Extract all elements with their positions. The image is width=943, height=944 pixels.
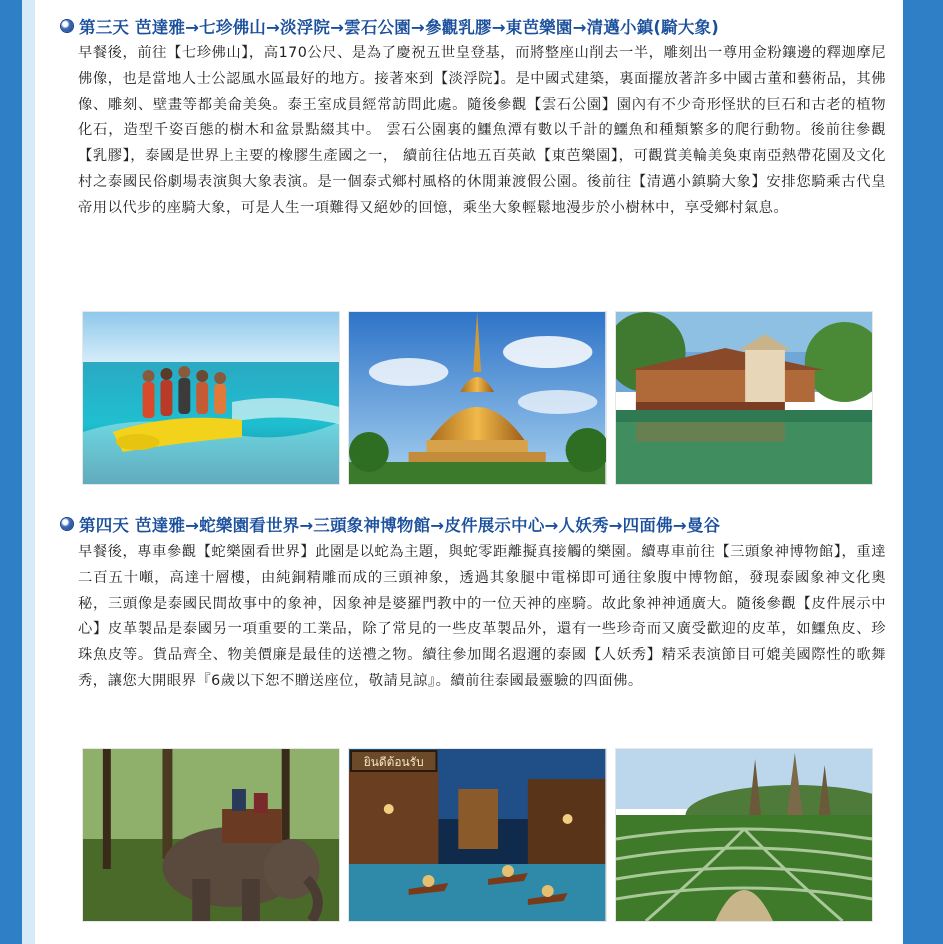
elephant-ride-photo: [82, 748, 340, 922]
floating-market-photo: [348, 748, 606, 922]
palace-lake-photo: [615, 311, 873, 485]
day-4-title: [61, 511, 720, 537]
globe-bullet-icon: [61, 20, 73, 32]
day-3-description: 早餐後，前往【七珍佛山】，高170公尺、是為了慶祝五世皇登基，而將整座山削去一半，雕刻出一尊用金粉鑲邊的釋迦摩尼佛像，也是當地人士公認風水區最好的地方。接著來到【淡浮院】。是中國式建築，裏面擺放著許多中國古董和藝術品，其佛像、雕刻、壁畫等都美侖美奐。泰王室成員經常訪問此處。隨後參觀【雲石公園】園內有不少奇形怪狀的巨石和古老的植物化石，造型千姿百態的樹木和盆景點綴其中。 雲石公園裏的鱷魚潭有數以千計的鱷魚和種類繁多的爬行動物。後前往參觀【乳膠】，泰國是世界上主要的橡膠生產國之一， 續前往佔地五百英畝【東芭樂園】，可觀賞美輪美奐東南亞熱帶花園及文化村之泰國民俗劇場表演與大象表演。是一個泰式鄉村風格的休閒兼渡假公園。後前往【清邁小鎮騎大象】安排您騎乘古代皇帝用以代步的座騎大象，可是人生一項難得又絕妙的回憶，乘坐大象輕鬆地漫步於小樹林中，享受鄉村氣息。: [78, 45, 886, 216]
day-4-description: 早餐後，專車參觀【蛇樂園看世界】此園是以蛇為主題，與蛇零距離擬真接觸的樂園。續專車前往【三頭象神博物館】，重達二百五十噸，高達十層樓，由純銅精雕而成的三頭神象，透過其象腿中電梯即可通往象腹中博物館，發現泰國象神文化奧秘，三頭像是泰國民間故事中的象神，因象神是婆羅門教中的一位天神的座騎。故此象神神通廣大。隨後參觀【皮件展示中心】皮革製品是泰國另一項重要的工業品，除了常見的一些皮革製品外，還有一些珍奇而又廣受歡迎的皮革，如鱷魚皮、珍珠魚皮等。貨品齊全、物美價廉是最佳的送禮之物。續往參加聞名遐邇的泰國【人妖秀】精采表演節目可媲美國際性的歌舞秀，讓您大開眼界『6歲以下恕不贈送座位，敬請見諒』。續前往泰國最靈驗的四面佛。: [78, 544, 886, 689]
topiary-garden-photo: [615, 748, 873, 922]
right-frame-bar: [903, 0, 943, 944]
left-frame-inner: [22, 0, 35, 944]
day-3-title-text: 第三天 芭達雅→七珍佛山→淡浮院→雲石公園→參觀乳膠→東芭樂園→清邁小鎮(騎大象): [79, 18, 719, 37]
market-sign-text: ยินดีต้อนรับ: [364, 754, 424, 770]
day-4-photo-row: [82, 748, 873, 920]
globe-bullet-icon: [61, 518, 73, 530]
day-3-title: [61, 13, 719, 39]
itinerary-content: [35, 0, 903, 944]
golden-pagoda-photo: [348, 311, 606, 485]
left-frame-bar: [0, 0, 22, 944]
day-4-title-text: 第四天 芭達雅→蛇樂園看世界→三頭象神博物館→皮件展示中心→人妖秀→四面佛→曼谷: [79, 516, 721, 535]
day-3-photo-row: [82, 311, 873, 483]
banana-boat-photo: [82, 311, 340, 485]
